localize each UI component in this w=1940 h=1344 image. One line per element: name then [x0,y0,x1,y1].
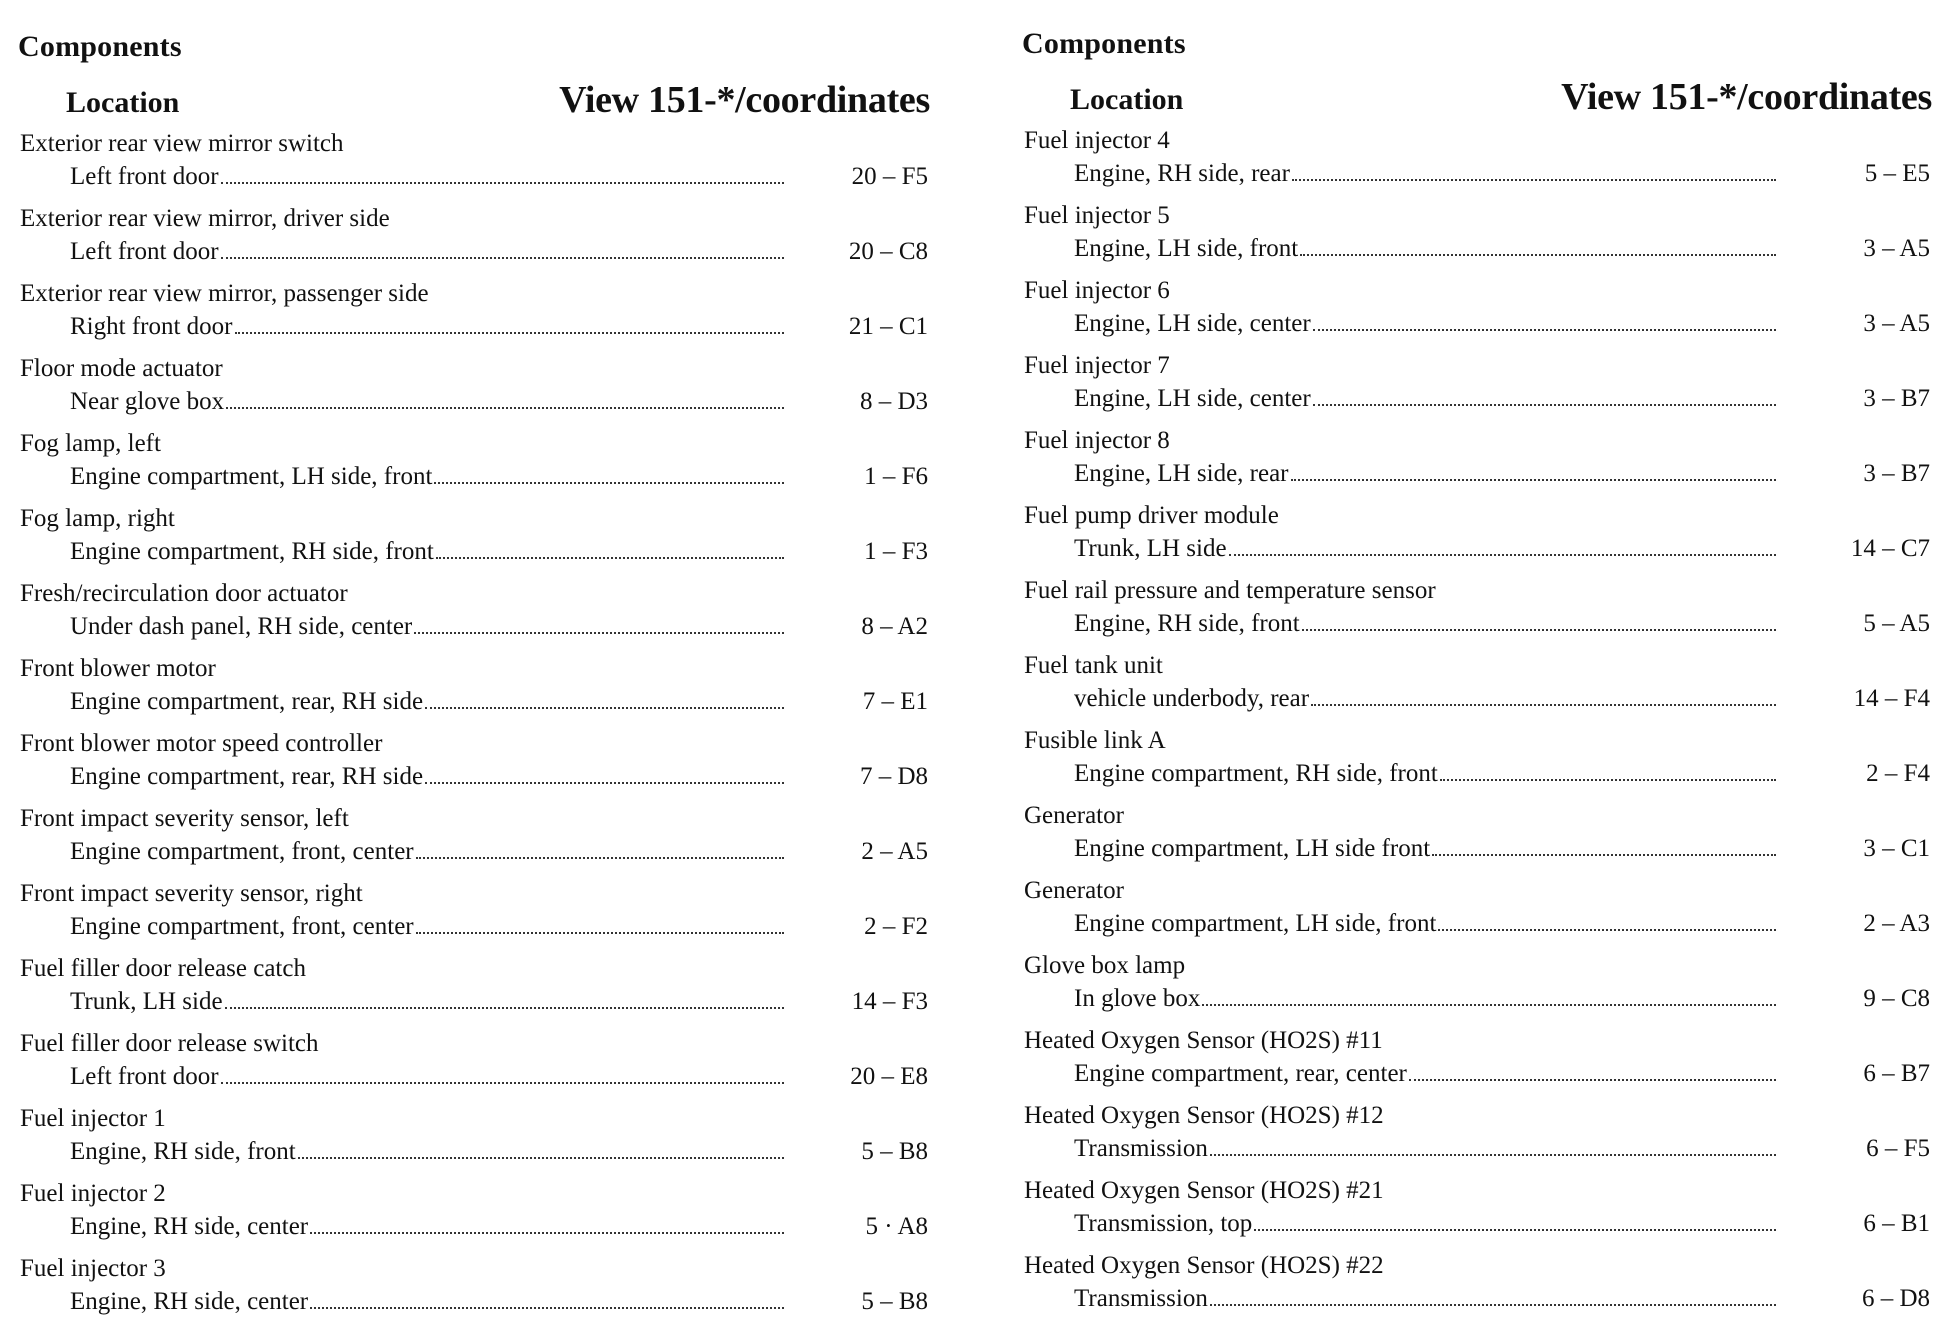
view-coordinate: 5 · A8 [865,1213,928,1240]
component-entry [1024,1175,1932,1250]
component-location: Engine compartment, LH side, front [1074,910,1437,937]
component-location-line [1074,1283,1778,1315]
component-location: Transmission [1074,1285,1208,1312]
component-location: Engine, LH side, center [1074,385,1311,412]
component-location: Engine, RH side, center [70,1213,309,1240]
component-location: Under dash panel, RH side, center [70,613,413,640]
view-coordinate: 3 – A5 [1863,310,1930,337]
view-coordinate: 7 – E1 [862,688,928,715]
dot-leader [310,1231,784,1234]
component-location: Trunk, LH side [1074,535,1227,562]
component-entry [20,278,930,353]
component-entry [1024,275,1932,350]
component-entry [20,728,930,803]
component-entry [20,503,930,578]
component-name: Fuel injector 6 [1024,277,1170,304]
component-entry [20,1178,930,1253]
component-location: Engine compartment, rear, center [1074,1060,1407,1087]
component-entry [1024,200,1932,275]
component-location: Engine, LH side, front [1074,235,1299,262]
component-location: Left front door [70,1063,219,1090]
dot-leader [436,556,784,559]
view-coordinate: 21 – C1 [848,313,928,340]
component-entry [20,203,930,278]
component-entry [20,128,930,203]
dot-leader [1210,1153,1776,1156]
component-location: Engine compartment, LH side front [1074,835,1431,862]
component-location: Engine compartment, LH side, front [70,463,433,490]
component-name: Fuel injector 2 [20,1180,166,1207]
component-name: Fusible link A [1024,727,1166,754]
component-location-line [70,386,786,418]
component-location: Engine, LH side, rear [1074,460,1289,487]
component-location-line [70,1211,786,1243]
component-name: Fuel injector 1 [20,1105,166,1132]
view-coordinate: 2 – F4 [1866,760,1930,787]
component-location: Engine, RH side, front [1074,610,1300,637]
component-name: Fuel injector 7 [1024,352,1170,379]
component-location-line [70,986,786,1018]
dot-leader [1210,1303,1776,1306]
component-location-line [70,1286,786,1318]
dot-leader [221,181,784,184]
dot-leader [1313,403,1776,406]
component-name: Fog lamp, right [20,505,175,532]
component-list [20,128,930,1328]
component-entry [1024,875,1932,950]
component-name: Fuel pump driver module [1024,502,1279,529]
component-location-line [70,686,786,718]
component-entry [1024,1250,1932,1325]
dot-leader [416,856,784,859]
view-coordinate: 14 – C7 [1850,535,1930,562]
view-coordinates-heading: View 151-*/coordinates [1561,76,1932,118]
component-location-line [1074,458,1778,490]
dot-leader [1229,553,1776,556]
component-entry [20,428,930,503]
component-entry [20,578,930,653]
component-name: Generator [1024,802,1124,829]
dot-leader [1313,328,1776,331]
component-name: Fuel tank unit [1024,652,1163,679]
component-entry [1024,500,1932,575]
dot-leader [226,406,784,409]
component-entry [20,1028,930,1103]
component-location: Left front door [70,163,219,190]
view-coordinate: 2 – F2 [864,913,928,940]
component-location: Trunk, LH side [70,988,223,1015]
component-location-line [1074,1058,1778,1090]
component-name: Floor mode actuator [20,355,223,382]
component-location: Engine compartment, front, center [70,838,414,865]
component-entry [1024,1100,1932,1175]
view-coordinate: 6 – D8 [1861,1285,1930,1312]
component-location-line [1074,908,1778,940]
component-name: Front blower motor speed controller [20,730,383,757]
component-location: vehicle underbody, rear [1074,685,1310,712]
component-name: Fuel filler door release catch [20,955,306,982]
component-name: Fresh/recirculation door actuator [20,580,348,607]
component-location-line [70,1061,786,1093]
component-name: Fuel injector 8 [1024,427,1170,454]
component-list [1024,125,1932,1325]
component-location-line [1074,308,1778,340]
component-name: Front impact severity sensor, left [20,805,349,832]
view-coordinate: 2 – A3 [1863,910,1930,937]
component-name: Heated Oxygen Sensor (HO2S) #11 [1024,1027,1383,1054]
component-entry [20,953,930,1028]
component-name: Fuel injector 5 [1024,202,1170,229]
component-location-line [1074,1133,1778,1165]
view-coordinate: 20 – E8 [850,1063,928,1090]
component-location: Engine, LH side, center [1074,310,1311,337]
component-location: Engine, RH side, center [70,1288,309,1315]
component-entry [1024,350,1932,425]
components-heading: Components [1022,27,1186,60]
component-location: Engine, RH side, front [70,1138,296,1165]
view-coordinate: 8 – D3 [859,388,928,415]
view-coordinate: 5 – A5 [1863,610,1930,637]
component-location-line [70,1136,786,1168]
component-location-line [70,161,786,193]
component-entry [20,353,930,428]
component-entry [1024,800,1932,875]
component-location: Engine compartment, RH side, front [70,538,434,565]
component-entry [20,1103,930,1178]
dot-leader [1409,1078,1776,1081]
component-location-line [1074,533,1778,565]
component-location-line [70,311,786,343]
view-coordinate: 8 – A2 [861,613,928,640]
component-entry [1024,950,1932,1025]
component-name: Exterior rear view mirror, driver side [20,205,390,232]
component-location: Engine compartment, RH side, front [1074,760,1438,787]
component-location-line [1074,758,1778,790]
dot-leader [225,1006,784,1009]
dot-leader [1440,778,1776,781]
component-location-line [1074,158,1778,190]
dot-leader [1300,253,1776,256]
component-location: Engine, RH side, rear [1074,160,1290,187]
component-location-line [1074,683,1778,715]
dot-leader [235,331,785,334]
view-coordinate: 20 – C8 [848,238,928,265]
component-entry [20,653,930,728]
dot-leader [221,1081,784,1084]
component-name: Heated Oxygen Sensor (HO2S) #21 [1024,1177,1384,1204]
component-location-line [70,911,786,943]
view-coordinate: 6 – B7 [1863,1060,1930,1087]
view-coordinate: 3 – B7 [1863,460,1930,487]
component-location: Transmission [1074,1135,1208,1162]
dot-leader [1202,1003,1776,1006]
component-name: Generator [1024,877,1124,904]
component-location-line [70,836,786,868]
component-entry [20,878,930,953]
view-coordinates-heading: View 151-*/coordinates [559,79,930,121]
component-name: Glove box lamp [1024,952,1186,979]
view-coordinate: 5 – E5 [1864,160,1930,187]
component-location: Transmission, top [1074,1210,1253,1237]
component-location-line [70,461,786,493]
component-location-line [70,236,786,268]
component-location-line [1074,1208,1778,1240]
component-location: Engine compartment, front, center [70,913,414,940]
component-location-line [1074,383,1778,415]
view-coordinate: 1 – F6 [864,463,928,490]
view-coordinate: 5 – B8 [861,1138,928,1165]
component-location: Engine compartment, rear, RH side [70,688,424,715]
component-name: Exterior rear view mirror switch [20,130,344,157]
view-coordinate: 20 – F5 [851,163,928,190]
component-location: Left front door [70,238,219,265]
view-coordinate: 3 – C1 [1863,835,1930,862]
component-location-line [70,761,786,793]
component-location-line [1074,833,1778,865]
view-coordinate: 5 – B8 [861,1288,928,1315]
view-coordinate: 6 – B1 [1863,1210,1930,1237]
view-coordinate: 6 – F5 [1866,1135,1930,1162]
dot-leader [310,1306,784,1309]
component-entry [20,1253,930,1328]
view-coordinate: 9 – C8 [1863,985,1930,1012]
view-coordinate: 3 – A5 [1863,235,1930,262]
component-name: Exterior rear view mirror, passenger side [20,280,429,307]
component-name: Fuel filler door release switch [20,1030,319,1057]
component-name: Heated Oxygen Sensor (HO2S) #12 [1024,1102,1384,1129]
view-coordinate: 3 – B7 [1863,385,1930,412]
view-coordinate: 14 – F4 [1853,685,1930,712]
dot-leader [1432,853,1776,856]
component-entry [1024,575,1932,650]
component-location-line [1074,233,1778,265]
component-location-line [1074,608,1778,640]
dot-leader [434,481,784,484]
dot-leader [1311,703,1776,706]
component-name: Front blower motor [20,655,216,682]
dot-leader [1254,1228,1776,1231]
component-location-line [70,611,786,643]
dot-leader [416,931,784,934]
component-name: Heated Oxygen Sensor (HO2S) #22 [1024,1252,1384,1279]
component-location-line [70,536,786,568]
component-entry [1024,725,1932,800]
component-location: Near glove box [70,388,225,415]
component-name: Front impact severity sensor, right [20,880,363,907]
view-coordinate: 7 – D8 [859,763,928,790]
dot-leader [425,781,784,784]
dot-leader [221,256,784,259]
component-entry [1024,650,1932,725]
dot-leader [414,631,784,634]
view-coordinate: 14 – F3 [851,988,928,1015]
component-name: Fog lamp, left [20,430,161,457]
component-name: Fuel injector 3 [20,1255,166,1282]
dot-leader [425,706,784,709]
view-coordinate: 1 – F3 [864,538,928,565]
component-name: Fuel rail pressure and temperature sensor [1024,577,1436,604]
component-location-line [1074,983,1778,1015]
component-location: In glove box [1074,985,1201,1012]
components-heading: Components [18,30,182,63]
dot-leader [1438,928,1776,931]
component-entry [1024,125,1932,200]
dot-leader [1291,478,1776,481]
component-entry [1024,425,1932,500]
component-name: Fuel injector 4 [1024,127,1170,154]
component-location: Right front door [70,313,233,340]
view-coordinate: 2 – A5 [861,838,928,865]
component-entry [20,803,930,878]
dot-leader [298,1156,784,1159]
location-heading: Location [1070,83,1184,116]
dot-leader [1292,178,1776,181]
location-heading: Location [66,86,180,119]
component-location: Engine compartment, rear, RH side [70,763,424,790]
dot-leader [1302,628,1776,631]
component-entry [1024,1025,1932,1100]
